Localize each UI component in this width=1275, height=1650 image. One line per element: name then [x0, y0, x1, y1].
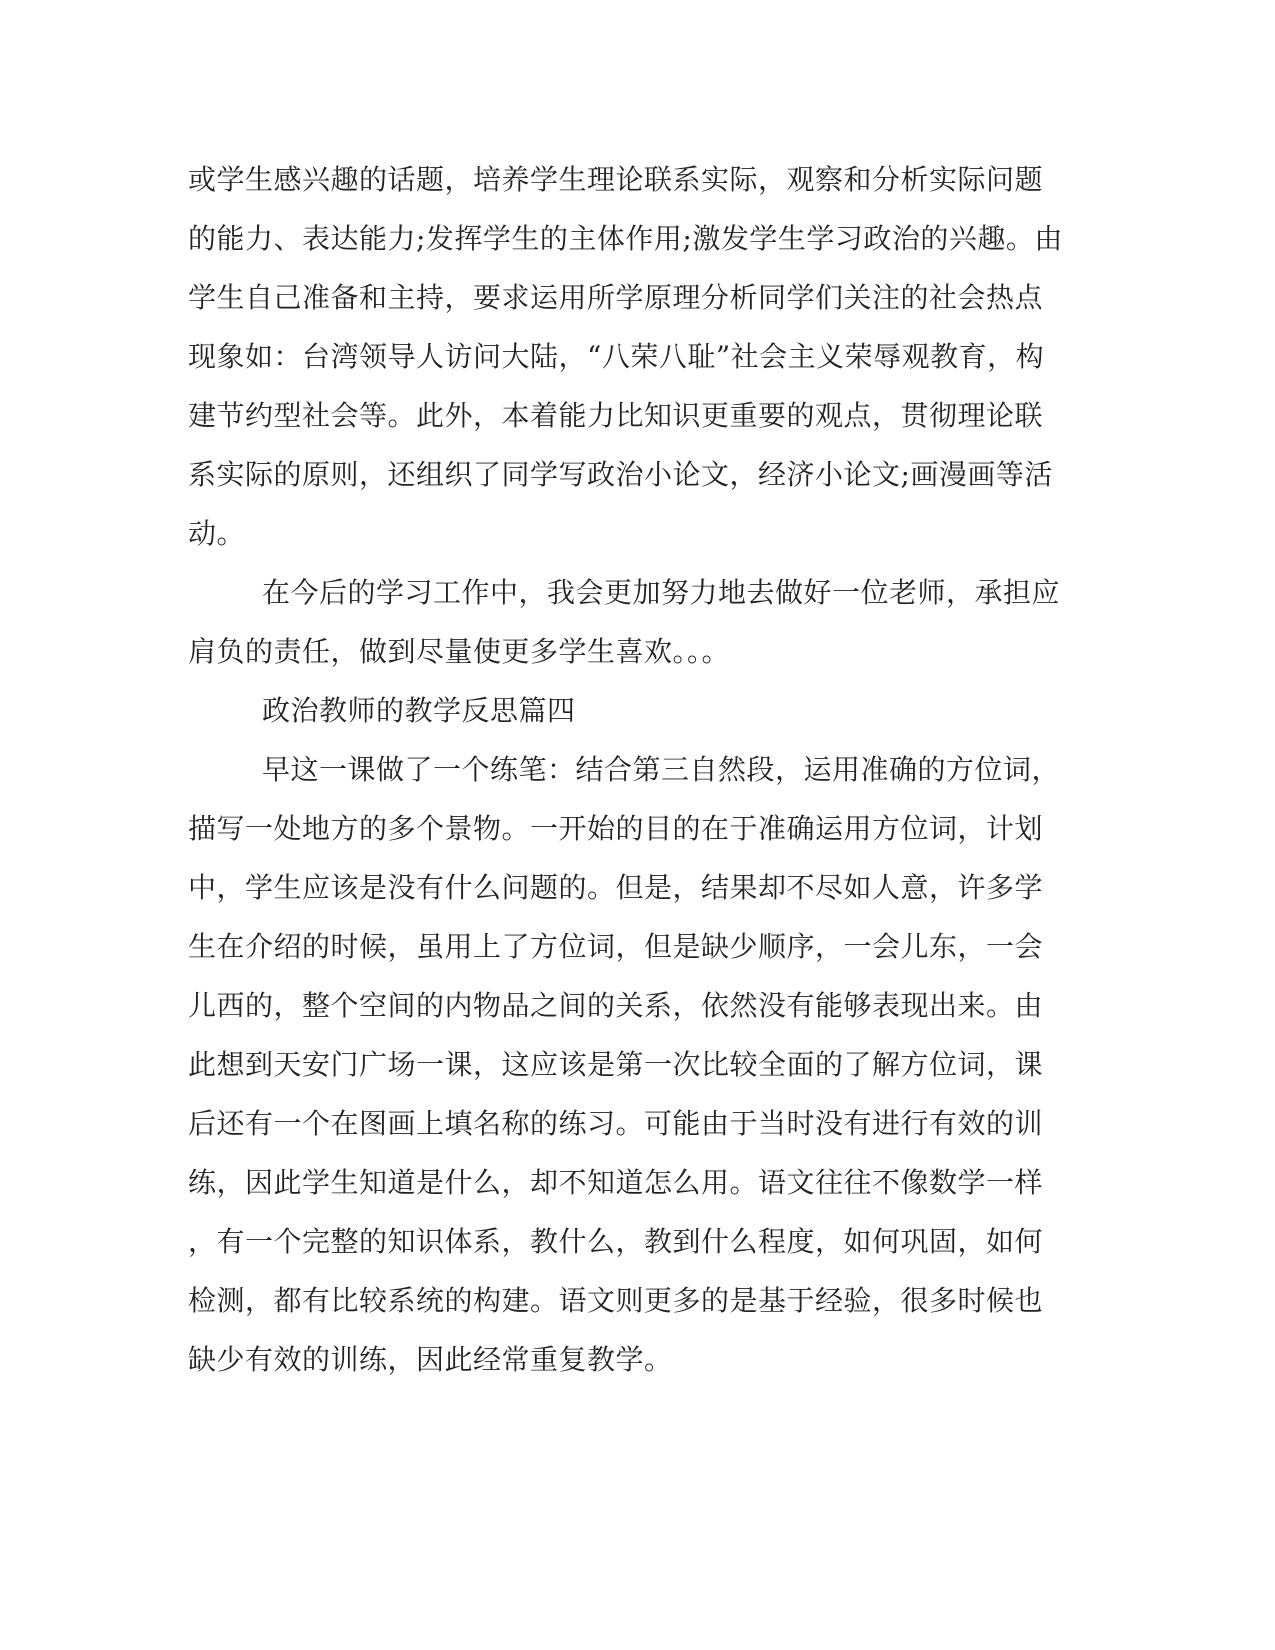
body-text-line: 缺少有效的训练，因此经常重复教学。 — [188, 1343, 673, 1376]
body-text-line: 后还有一个在图画上填名称的练习。可能由于当时没有进行有效的训 — [188, 1107, 1044, 1140]
body-text-line: ，有一个完整的知识体系，教什么，教到什么程度，如何巩固，如何 — [188, 1225, 1044, 1258]
body-text-line: 生在介绍的时候，虽用上了方位词，但是缺少顺序，一会儿东，一会 — [188, 930, 1044, 963]
paragraph-start-line: 在今后的学习工作中，我会更加努力地去做好一位老师，承担应 — [262, 576, 1061, 609]
body-text-line: 中，学生应该是没有什么问题的。但是，结果却不尽如人意，许多学 — [188, 871, 1044, 904]
body-text-line: 检测，都有比较系统的构建。语文则更多的是基于经验，很多时候也 — [188, 1284, 1044, 1317]
body-text-line: 学生自己准备和主持，要求运用所学原理分析同学们关注的社会热点 — [188, 281, 1044, 314]
body-text-line: 儿西的，整个空间的内物品之间的关系，依然没有能够表现出来。由 — [188, 989, 1044, 1022]
paragraph-start-line: 早这一课做了一个练笔：结合第三自然段，运用准确的方位词， — [262, 753, 1061, 786]
section-heading: 政治教师的教学反思篇四 — [262, 694, 576, 727]
body-text-line: 建节约型社会等。此外，本着能力比知识更重要的观点，贯彻理论联 — [188, 399, 1044, 432]
body-text-line: 此想到天安门广场一课，这应该是第一次比较全面的了解方位词，课 — [188, 1048, 1044, 1081]
body-text-line: 现象如：台湾领导人访问大陆，“八荣八耻”社会主义荣辱观教育，构 — [188, 340, 1045, 373]
body-text-line: 动。 — [188, 517, 246, 550]
body-text-line: 或学生感兴趣的话题，培养学生理论联系实际，观察和分析实际问题 — [188, 163, 1044, 196]
body-text-line: 肩负的责任，做到尽量使更多学生喜欢。。。 — [188, 635, 731, 668]
body-text-line: 系实际的原则，还组织了同学写政治小论文，经济小论文;画漫画等活 — [188, 458, 1053, 491]
body-text-line: 练，因此学生知道是什么，却不知道怎么用。语文往往不像数学一样 — [188, 1166, 1044, 1199]
body-text-line: 的能力、表达能力;发挥学生的主体作用;激发学生学习政治的兴趣。由 — [188, 222, 1063, 255]
body-text-line: 描写一处地方的多个景物。一开始的目的在于准确运用方位词，计划 — [188, 812, 1044, 845]
